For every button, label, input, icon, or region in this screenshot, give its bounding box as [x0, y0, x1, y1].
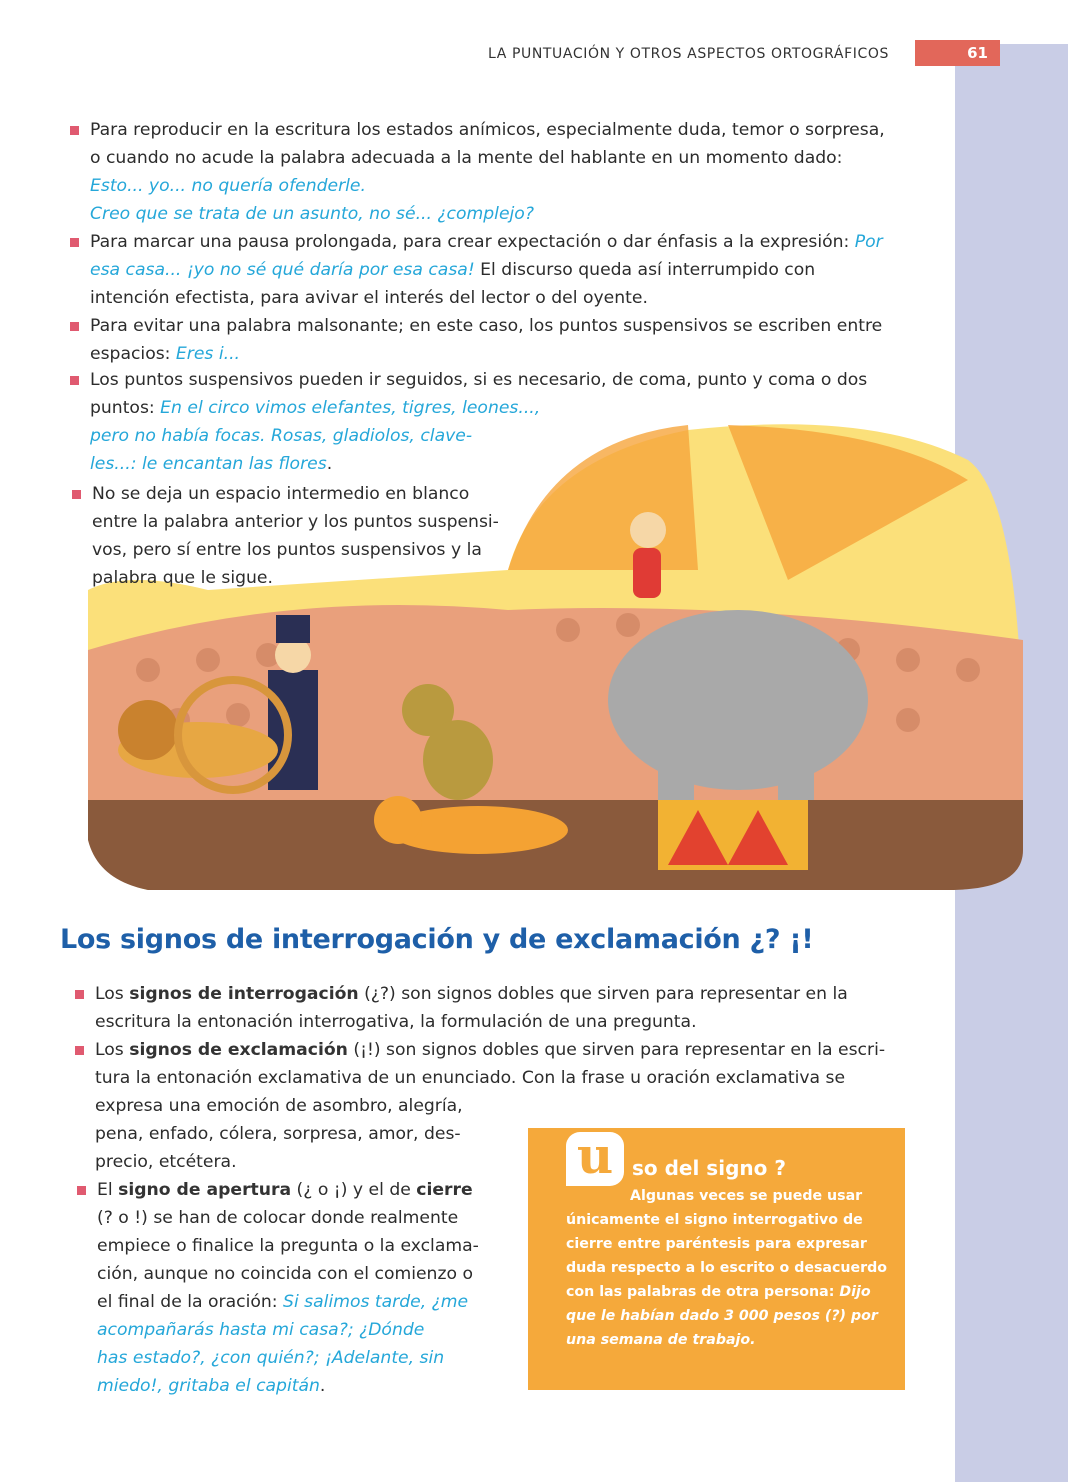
- text-line: entre la palabra anterior y los puntos suspensi-: [92, 512, 499, 532]
- text-line: precio, etcétera.: [95, 1152, 237, 1172]
- text-line: tura la entonación exclamativa de un enunciado. Con la frase u oración exclamativa se: [95, 1068, 846, 1088]
- text-run: (¿ o ¡) y el de: [291, 1180, 417, 1200]
- text-run: con las palabras de otra persona:: [566, 1284, 840, 1300]
- text-line: Los puntos suspensivos pueden ir seguidos, si es necesario, de coma, punto y coma o dos: [90, 370, 868, 390]
- arena-floor: [88, 800, 1023, 890]
- text-run: El discurso queda así interrumpido con: [474, 260, 816, 280]
- text-line: empiece o finalice la pregunta o la exclama-: [97, 1236, 479, 1256]
- text-line: No se deja un espacio intermedio en blanco: [92, 484, 470, 504]
- example-text: esa casa... ¡yo no sé qué daría por esa casa!: [90, 260, 475, 280]
- text-line: (? o !) se han de colocar donde realmente: [97, 1208, 459, 1228]
- text-run: .: [326, 454, 333, 474]
- bullet-mood-states: [90, 116, 910, 228]
- text-line: Para evitar una palabra malsonante; en este caso, los puntos suspensivos se escriben entre: [90, 316, 883, 336]
- example-text: Eres i...: [175, 344, 241, 364]
- page-number: 61: [915, 40, 1000, 66]
- text-line: escritura la entonación interrogativa, la formulación de una pregunta.: [95, 1012, 697, 1032]
- text-run: puntos:: [90, 398, 161, 418]
- text-line: o cuando no acude la palabra adecuada a la mente del hablante en un momento dado:: [90, 148, 843, 168]
- text-run: espacios:: [90, 344, 176, 364]
- example-text: Si salimos tarde, ¿me: [283, 1292, 469, 1312]
- infobox-body: [566, 1184, 896, 1352]
- text-line: Para reproducir en la escritura los estados anímicos, especialmente duda, temor o sorpresa,: [90, 120, 885, 140]
- infobox-title: so del signo ?: [632, 1156, 786, 1180]
- text-line: pena, enfado, cólera, sorpresa, amor, des-: [95, 1124, 461, 1144]
- text-run: Para marcar una pausa prolongada, para crear expectación o dar énfasis a la expresión:: [90, 232, 855, 252]
- text-run: Los: [95, 1040, 130, 1060]
- acrobat: [630, 512, 666, 598]
- example-text: Por: [854, 232, 883, 252]
- text-run: (¿?) son signos dobles que sirven para representar en la: [358, 984, 848, 1004]
- usage-infobox: [528, 1128, 905, 1390]
- bullet-long-pause: [90, 228, 910, 312]
- text-line: palabra que le sigue.: [92, 568, 273, 588]
- section-title: Los signos de interrogación y de exclamación ¿? ¡!: [60, 924, 814, 955]
- bullet-question-marks: [95, 980, 915, 1036]
- example-text: que le habían dado 3 000 pesos (?) por: [566, 1308, 878, 1324]
- running-header: LA PUNTUACIÓN Y OTROS ASPECTOS ORTOGRÁFICOS: [488, 46, 889, 62]
- example-text: Dijo: [839, 1284, 871, 1300]
- text-run: (¡!) son signos dobles que sirven para representar en la escri-: [347, 1040, 886, 1060]
- bullet-opening-closing: [97, 1176, 517, 1400]
- text-line: vos, pero sí entre los puntos suspensivos y la: [92, 540, 482, 560]
- text-run: el final de la oración:: [97, 1292, 284, 1312]
- term: signo de apertura: [118, 1180, 292, 1200]
- example-text: Creo que se trata de un asunto, no sé... ¿complejo?: [90, 204, 534, 224]
- text-line: Algunas veces se puede usar: [630, 1188, 863, 1204]
- text-line: intención efectista, para avivar el interés del lector o del oyente.: [90, 288, 648, 308]
- text-line: únicamente el signo interrogativo de: [566, 1212, 863, 1228]
- example-text: Esto... yo... no quería ofenderle.: [90, 176, 366, 196]
- example-text: miedo!, gritaba el capitán: [97, 1376, 320, 1396]
- text-run: .: [319, 1376, 326, 1396]
- badge-letter: u: [576, 1126, 614, 1185]
- text-line: duda respecto a lo escrito o desacuerdo: [566, 1260, 888, 1276]
- term: signos de exclamación: [129, 1040, 348, 1060]
- bullet-offensive-word: [90, 312, 910, 368]
- bullet-spacing-rule: [92, 480, 522, 592]
- example-text: acompañarás hasta mi casa?; ¿Dónde: [97, 1320, 425, 1340]
- term: cierre: [416, 1180, 473, 1200]
- text-run: Los: [95, 984, 130, 1004]
- term: signos de interrogación: [129, 984, 359, 1004]
- example-text: has estado?, ¿con quién?; ¡Adelante, sin: [97, 1348, 445, 1368]
- letter-badge: [566, 1126, 624, 1186]
- text-line: ción, aunque no coincida con el comienzo o: [97, 1264, 473, 1284]
- text-run: El: [97, 1180, 119, 1200]
- example-text: pero no había focas. Rosas, gladiolos, clave-: [90, 426, 473, 446]
- circus-pedestal: [658, 800, 808, 870]
- text-line: expresa una emoción de asombro, alegría,: [95, 1096, 463, 1116]
- text-line: cierre entre paréntesis para expresar: [566, 1236, 867, 1252]
- example-text: En el circo vimos elefantes, tigres, leones...,: [160, 398, 541, 418]
- example-text: una semana de trabajo.: [566, 1332, 756, 1348]
- example-text: les...: le encantan las flores: [90, 454, 327, 474]
